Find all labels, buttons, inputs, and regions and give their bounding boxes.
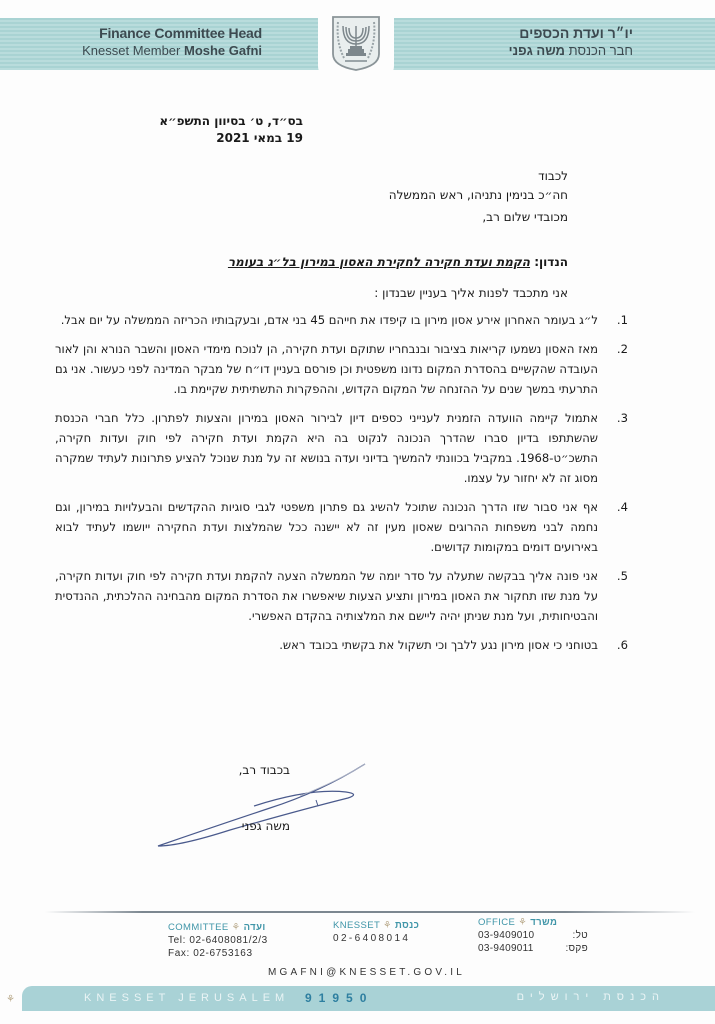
subject-text: הקמת ועדת חקירה לחקירת האסון במירון בל״ג בעומר: [227, 255, 531, 269]
office-fax-label: פקס:: [565, 943, 588, 954]
subject-line: [180, 255, 568, 269]
handwritten-signature: [150, 762, 370, 852]
numbered-list: [55, 310, 630, 664]
header-hebrew: [413, 25, 633, 58]
office-he: משרד: [530, 917, 558, 928]
recipient-block: [300, 167, 568, 205]
list-item: [55, 408, 630, 488]
knesset-he: כנסת: [395, 920, 420, 931]
list-item: [55, 566, 630, 626]
state-emblem-menorah-icon: [330, 14, 382, 72]
item-number: 1.: [616, 313, 628, 327]
recipient-line1: לכבוד: [538, 169, 568, 183]
gregorian-date: 19 במאי 2021: [216, 131, 303, 145]
item-number: 4.: [616, 500, 628, 514]
email-address[interactable]: MGAFNI@KNESSET.GOV.IL: [268, 967, 466, 978]
list-item: [55, 635, 630, 655]
committee-he: ועדה: [243, 922, 266, 933]
item-text: בטוחני כי אסון מירון נגע ללבך וכי תשקול את בקשתי בכובד ראש.: [279, 638, 598, 652]
address-zip: 91950: [305, 991, 374, 1005]
office-tel: 03-9409010: [478, 930, 535, 941]
letter-date: [103, 113, 303, 147]
hebrew-date: בס״ד, ט׳ בסיוון התשפ״א: [159, 114, 303, 128]
header-he-title: יו״ר ועדת הכספים: [519, 25, 633, 41]
list-item: [55, 310, 630, 330]
recipient-line2: חה״כ בנימין נתניהו, ראש הממשלה: [388, 188, 568, 202]
leaf-icon: ⚘: [518, 917, 528, 928]
office-tel-label: טל:: [572, 930, 588, 941]
item-number: 5.: [616, 569, 628, 583]
subject-label: הנדון:: [530, 255, 568, 269]
list-item: [55, 339, 630, 399]
intro-line: אני מתכבד לפנות אליך בעניין שבנדון :: [374, 286, 568, 300]
header-english: [52, 25, 262, 58]
address-he: הכנסת ירושלים: [516, 991, 665, 1003]
closing: בכבוד רב,: [238, 763, 290, 777]
committee-tel: Tel: 02-6408081/2/3: [168, 935, 268, 946]
footer-office: [478, 917, 588, 954]
item-number: 2.: [616, 342, 628, 356]
committee-en: COMMITTEE: [168, 922, 229, 933]
footer-address-bar: [22, 986, 715, 1011]
knesset-en: KNESSET: [333, 920, 380, 931]
signature-name: משה גפני: [241, 819, 290, 833]
item-text: ל״ג בעומר האחרון אירע אסון מירון בו קיפדו את חייהם 45 בני אדם, ובעקבותיו הכריזה הממשלה על יום אבל.: [60, 313, 598, 327]
header-en-subtitle: Knesset Member Moshe Gafni: [82, 43, 262, 58]
footer-knesset: [333, 920, 423, 944]
address-en: KNESSET JERUSALEM: [84, 992, 290, 1004]
item-text: אתמול קיימה הוועדה הזמנית לענייני כספים דיון לבירור האסון במירון והצעות לפתרון. כלל חברי הכנסת שהשתתפו בדיון סברו שהדרך הנכונה לנקוט בה היא הקמת ועדת חקירה לפי חוק ועדות חקירה, התשכ״ט-1968. במקביל בכוונתי להמשיך בדיוני ועדה בנושא זה על מנת שנוכל להציע פתרונות לעתיד שמקרה מסוג זה לא יחזור על עצמו.: [55, 411, 598, 485]
office-fax: 03-9409011: [478, 943, 534, 954]
greeting: מכובדי שלום רב,: [482, 210, 568, 224]
committee-fax: Fax: 02-6753163: [168, 948, 253, 959]
header-en-title: Finance Committee Head: [99, 25, 262, 41]
item-number: 6.: [616, 638, 628, 652]
leaf-icon: ⚘: [383, 920, 392, 931]
office-en: OFFICE: [478, 917, 516, 928]
footer-committee: [168, 922, 278, 959]
item-text: אני פונה אליך בבקשה שתעלה על סדר יומה של הממשלה הצעה להקמת ועדת חקירה לפי חוק ועדות חקירה, על מנת שזו תחקור את האסון במירון ותציע הצעות שיאפשרו את הסדרת המקום מהבחינה ההלכתית, ההנדסית והבטיחותית, ועל מנת שניתן יהיה ליישם את המלצותיה בהקדם האפשרי.: [55, 569, 598, 623]
list-item: [55, 497, 630, 557]
emblem-container: [318, 8, 394, 80]
leaf-icon: ⚘: [231, 922, 241, 933]
footer-divider: [45, 911, 695, 913]
leaf-icon: ⚘: [6, 994, 15, 1005]
item-text: מאז האסון נשמעו קריאות בציבור ובנבחריו שתוקם ועדת חקירה, הן לנוכח מימדי האסון והשבר הנורא והן לאור העובדה שהקשיים בהסדרת המקום נדונו משפטית וכן פורסם בעניין דו״ח של מבקר המדינה לפני כעשור. אני גם התרעתי במשך שנים על ההזנחה של המקום הקדוש, וההפקרות התשתיתית שקיימת בו.: [55, 342, 598, 396]
item-number: 3.: [616, 411, 628, 425]
item-text: אף אני סבור שזו הדרך הנכונה שתוכל להשיג גם פתרון משפטי לגבי סוגיות ההקדשים והבעלויות במירון, וגם נחמה לבני משפחות ההרוגים שאסון מעין זה לא יישנה ככל שהמלצות ועדת החקירה ייושמו לעתיד לבוא באירועים דומים במקומות קדושים.: [55, 500, 598, 554]
header-he-subtitle: חבר הכנסת משה גפני: [508, 43, 633, 58]
knesset-tel: 02-6408014: [333, 933, 411, 944]
